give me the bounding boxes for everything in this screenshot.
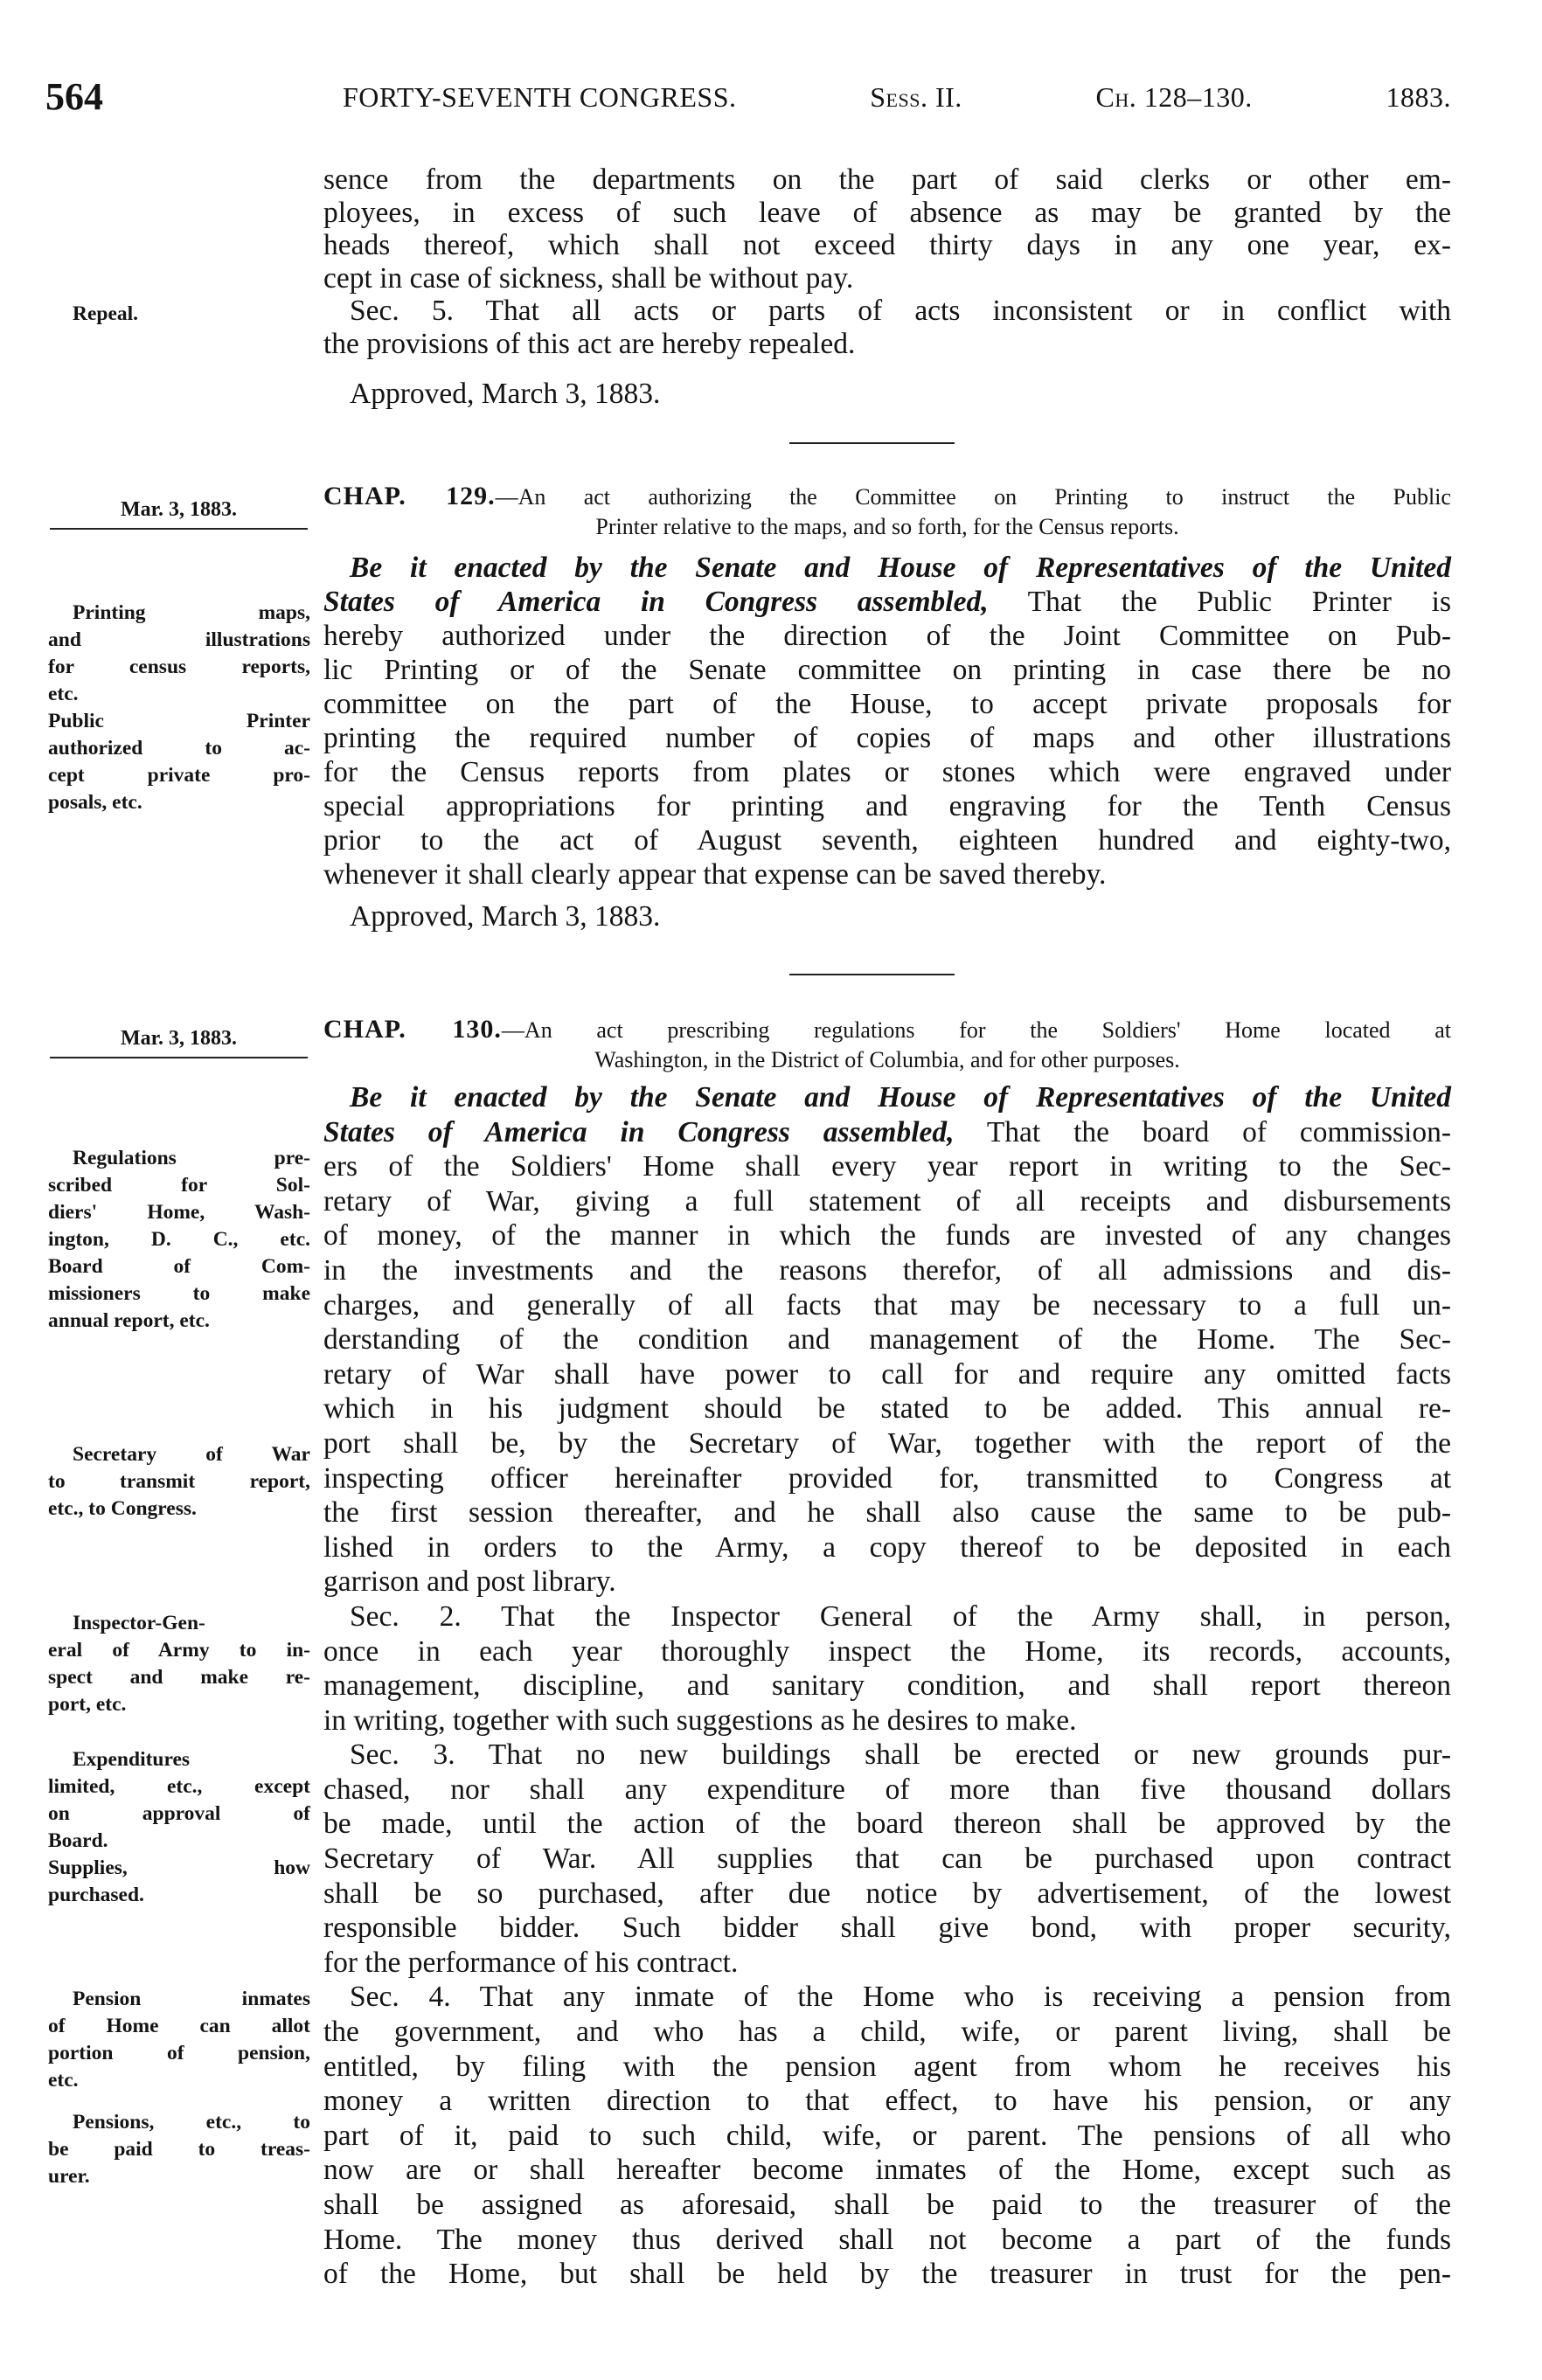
margin-note-printing-maps — [48, 600, 310, 816]
text-line: in the investments and the reasons therefor, of all admissions and dis- — [323, 1253, 1451, 1287]
section-divider — [789, 974, 955, 975]
margin-note-line: on approval of — [48, 1802, 310, 1825]
text-line: heads thereof, which shall not exceed thirty days in any one year, ex- — [323, 229, 1451, 261]
margin-note-line: Repeal. — [73, 302, 139, 325]
text-line: money a written direction to that effect, to have his pension, or any — [323, 2085, 1451, 2118]
margin-note-line: to transmit report, — [48, 1470, 310, 1493]
margin-note-line: Board. — [48, 1829, 108, 1852]
text-line: Sec. 4. That any inmate of the Home who is receiving a pension from — [350, 1981, 1451, 2014]
enacting-clause: Be it enacted by the Senate and House of Representatives of the United — [350, 1081, 1451, 1114]
margin-note-line: port, etc. — [48, 1693, 127, 1716]
margin-note-line: portion of pension, — [48, 2042, 310, 2064]
text-line: chased, nor shall any expenditure of more than five thousand dollars — [323, 1773, 1451, 1806]
margin-note-line: Printing maps, — [73, 601, 310, 624]
text-line: port shall be, by the Secretary of War, together with the report of the — [323, 1426, 1451, 1460]
margin-note-line: for census reports, — [48, 656, 310, 678]
margin-note-repeal — [48, 301, 310, 328]
text-line: shall be assigned as aforesaid, shall be paid to the treasurer of the — [323, 2189, 1451, 2221]
enacting-clause: Be it enacted by the Senate and House of Representatives of the United — [350, 552, 1451, 584]
chapter-128-continuation — [323, 163, 1451, 360]
text-line: Home. The money thus derived shall not become a part of the funds — [323, 2223, 1451, 2256]
chapter-129-heading — [323, 482, 1451, 542]
text-line: hereby authorized under the direction of the Joint Committee on Pub- — [323, 620, 1451, 652]
text-line: retary of War, giving a full statement of all receipts and disbursements — [323, 1184, 1451, 1218]
running-head — [343, 77, 1451, 117]
text-line: prior to the act of August seventh, eighteen hundred and eighty-two, — [323, 824, 1451, 857]
year-label: 1883. — [1386, 81, 1451, 113]
congress-label: FORTY-SEVENTH CONGRESS. — [343, 81, 737, 113]
text-line: of the Home, but shall be held by the treasurer in trust for the pen- — [323, 2258, 1451, 2291]
margin-note-line: and illustrations — [48, 628, 310, 651]
text-line: responsible bidder. Such bidder shall give bond, with proper security, — [323, 1912, 1451, 1945]
chapter-129-title-line1: —An act authorizing the Committee on Printing to instruct the Public — [495, 484, 1451, 510]
enacting-clause: States of America in Congress assembled, — [323, 1115, 955, 1148]
margin-note-line: Public Printer — [48, 710, 310, 732]
chapter-129-title-line2: Printer relative to the maps, and so forth, for the Census reports. — [595, 514, 1179, 539]
text-segment: That the board of commission- — [954, 1115, 1451, 1148]
margin-note-line: diers' Home, Wash- — [48, 1201, 310, 1224]
margin-note-line: authorized to ac- — [48, 737, 310, 760]
margin-note-line: cept private pro- — [48, 764, 310, 787]
text-line: which in his judgment should be stated to be added. This annual re- — [323, 1392, 1451, 1426]
page-number: 564 — [45, 75, 103, 118]
text-line: retary of War shall have power to call for and require any omitted facts — [323, 1357, 1451, 1391]
text-line: be made, until the action of the board thereon shall be approved by the — [323, 1808, 1451, 1841]
text-line: for the performance of his contract. — [323, 1946, 739, 1979]
margin-note-inspector-general — [48, 1610, 310, 1718]
margin-note-line: spect and make re- — [48, 1666, 310, 1689]
text-line: in writing, together with such suggestions as he desires to make. — [323, 1703, 1077, 1737]
text-line: Sec. 3. That no new buildings shall be erected or new grounds pur- — [350, 1738, 1451, 1772]
text-line: charges, and generally of all facts that may be necessary to a full un- — [323, 1288, 1451, 1322]
margin-note-line: etc. — [48, 683, 79, 705]
margin-note-line: missioners to make — [48, 1282, 310, 1305]
text-line: cept in case of sickness, shall be without pay. — [323, 261, 854, 295]
text-line: for the Census reports from plates or stones which were engraved under — [323, 756, 1451, 788]
text-line: once in each year thoroughly inspect the Home, its records, accounts, — [323, 1634, 1451, 1668]
margin-note-line: urer. — [48, 2165, 90, 2188]
text-line: sence from the departments on the part of said clerks or other em- — [323, 163, 1451, 196]
section-divider — [789, 442, 955, 444]
chapter-range: Ch. 128–130. — [1095, 81, 1253, 113]
enacting-clause: States of America in Congress assembled, — [323, 586, 989, 618]
margin-note-line: Inspector-Gen- — [73, 1612, 205, 1634]
text-line: whenever it shall clearly appear that expense can be saved thereby. — [323, 858, 1107, 891]
chapter-129-body — [323, 551, 1451, 892]
margin-note-line: ington, D. C., etc. — [48, 1228, 310, 1251]
margin-note-line: Secretary of War — [73, 1443, 310, 1466]
text-line: special appropriations for printing and engraving for the Tenth Census — [323, 790, 1451, 822]
text-line: management, discipline, and sanitary condition, and shall report thereon — [323, 1669, 1451, 1703]
session-label: Sess. II. — [870, 81, 962, 113]
text-line: inspecting officer hereinafter provided for, transmitted to Congress at — [323, 1461, 1451, 1495]
text-line — [323, 1080, 1451, 1115]
text-line: the government, and who has a child, wife, or parent living, shall be — [323, 2016, 1451, 2049]
chapter-130-title-line2: Washington, in the District of Columbia, and for other purposes. — [594, 1047, 1180, 1072]
text-line: part of it, paid to such child, wife, or parent. The pensions of all who — [323, 2119, 1451, 2152]
margin-note-line: Pension inmates — [73, 1988, 310, 2010]
text-line: the first session thereafter, and he shall also cause the same to be pub- — [323, 1496, 1451, 1530]
text-line — [323, 1115, 1451, 1150]
text-line: ers of the Soldiers' Home shall every year report in writing to the Sec- — [323, 1150, 1451, 1183]
chapter-129-label: CHAP. 129. — [323, 482, 496, 510]
chapter-129-date: Mar. 3, 1883. — [50, 496, 308, 530]
text-line: Secretary of War. All supplies that can be purchased upon contract — [323, 1842, 1451, 1876]
text-line: Sec. 5. That all acts or parts of acts inconsistent or in conflict with — [350, 295, 1451, 327]
approval-date: Approved, March 3, 1883. — [350, 900, 661, 933]
approval-date: Approved, March 3, 1883. — [350, 378, 661, 410]
text-line: of money, of the manner in which the funds are invested of any changes — [323, 1219, 1451, 1252]
text-line — [323, 585, 1451, 619]
margin-note-line: of Home can allot — [48, 2015, 310, 2037]
margin-note-pension-inmates — [48, 1986, 310, 2094]
text-line: printing the required number of copies of maps and other illustrations — [323, 722, 1451, 754]
margin-note-line: etc. — [48, 2069, 79, 2092]
margin-note-line: eral of Army to in- — [48, 1639, 310, 1662]
margin-note-line: annual report, etc. — [48, 1309, 210, 1332]
text-line: Sec. 2. That the Inspector General of the Army shall, in person, — [350, 1599, 1451, 1633]
margin-note-line: purchased. — [48, 1884, 144, 1906]
margin-note-line: Supplies, how — [48, 1856, 310, 1879]
chapter-130-title-line1: —An act prescribing regulations for the Soldiers' Home located at — [501, 1017, 1451, 1043]
margin-note-line: Pensions, etc., to — [73, 2111, 310, 2134]
margin-note-line: be paid to treas- — [48, 2138, 310, 2161]
text-line: lished in orders to the Army, a copy thereof to be deposited in each — [323, 1530, 1451, 1564]
text-line: ployees, in excess of such leave of absence as may be granted by the — [323, 196, 1451, 229]
margin-note-line: scribed for Sol- — [48, 1174, 310, 1197]
chapter-130-label: CHAP. 130. — [323, 1015, 502, 1044]
text-line — [323, 551, 1451, 585]
margin-note-regulations — [48, 1145, 310, 1335]
text-line: now are or shall hereafter become inmates of the Home, except such as — [323, 2154, 1451, 2187]
text-line: garrison and post library. — [323, 1565, 616, 1599]
text-segment: That the Public Printer is — [988, 586, 1451, 618]
chapter-130-heading — [323, 1015, 1451, 1075]
margin-note-line: Expenditures — [73, 1748, 191, 1771]
text-line: entitled, by filing with the pension agent from whom he receives his — [323, 2050, 1451, 2083]
text-line: lic Printing or of the Senate committee on printing in case there be no — [323, 654, 1451, 686]
margin-note-pensions-treasurer — [48, 2109, 310, 2190]
margin-note-line: limited, etc., except — [48, 1775, 310, 1798]
text-line: the provisions of this act are hereby repealed. — [323, 327, 856, 360]
margin-note-line: posals, etc. — [48, 791, 142, 814]
margin-note-secretary-of-war — [48, 1441, 310, 1523]
margin-note-line: Board of Com- — [48, 1255, 310, 1278]
text-line: committee on the part of the House, to accept private proposals for — [323, 688, 1451, 720]
margin-note-line: etc., to Congress. — [48, 1497, 197, 1520]
chapter-130-body — [323, 1080, 1451, 2292]
margin-note-expenditures — [48, 1746, 310, 1909]
text-line: shall be so purchased, after due notice by advertisement, of the lowest — [323, 1877, 1451, 1910]
chapter-130-date: Mar. 3, 1883. — [50, 1025, 308, 1058]
text-line: derstanding of the condition and management of the Home. The Sec- — [323, 1323, 1451, 1357]
margin-note-line: Regulations pre- — [73, 1147, 310, 1169]
